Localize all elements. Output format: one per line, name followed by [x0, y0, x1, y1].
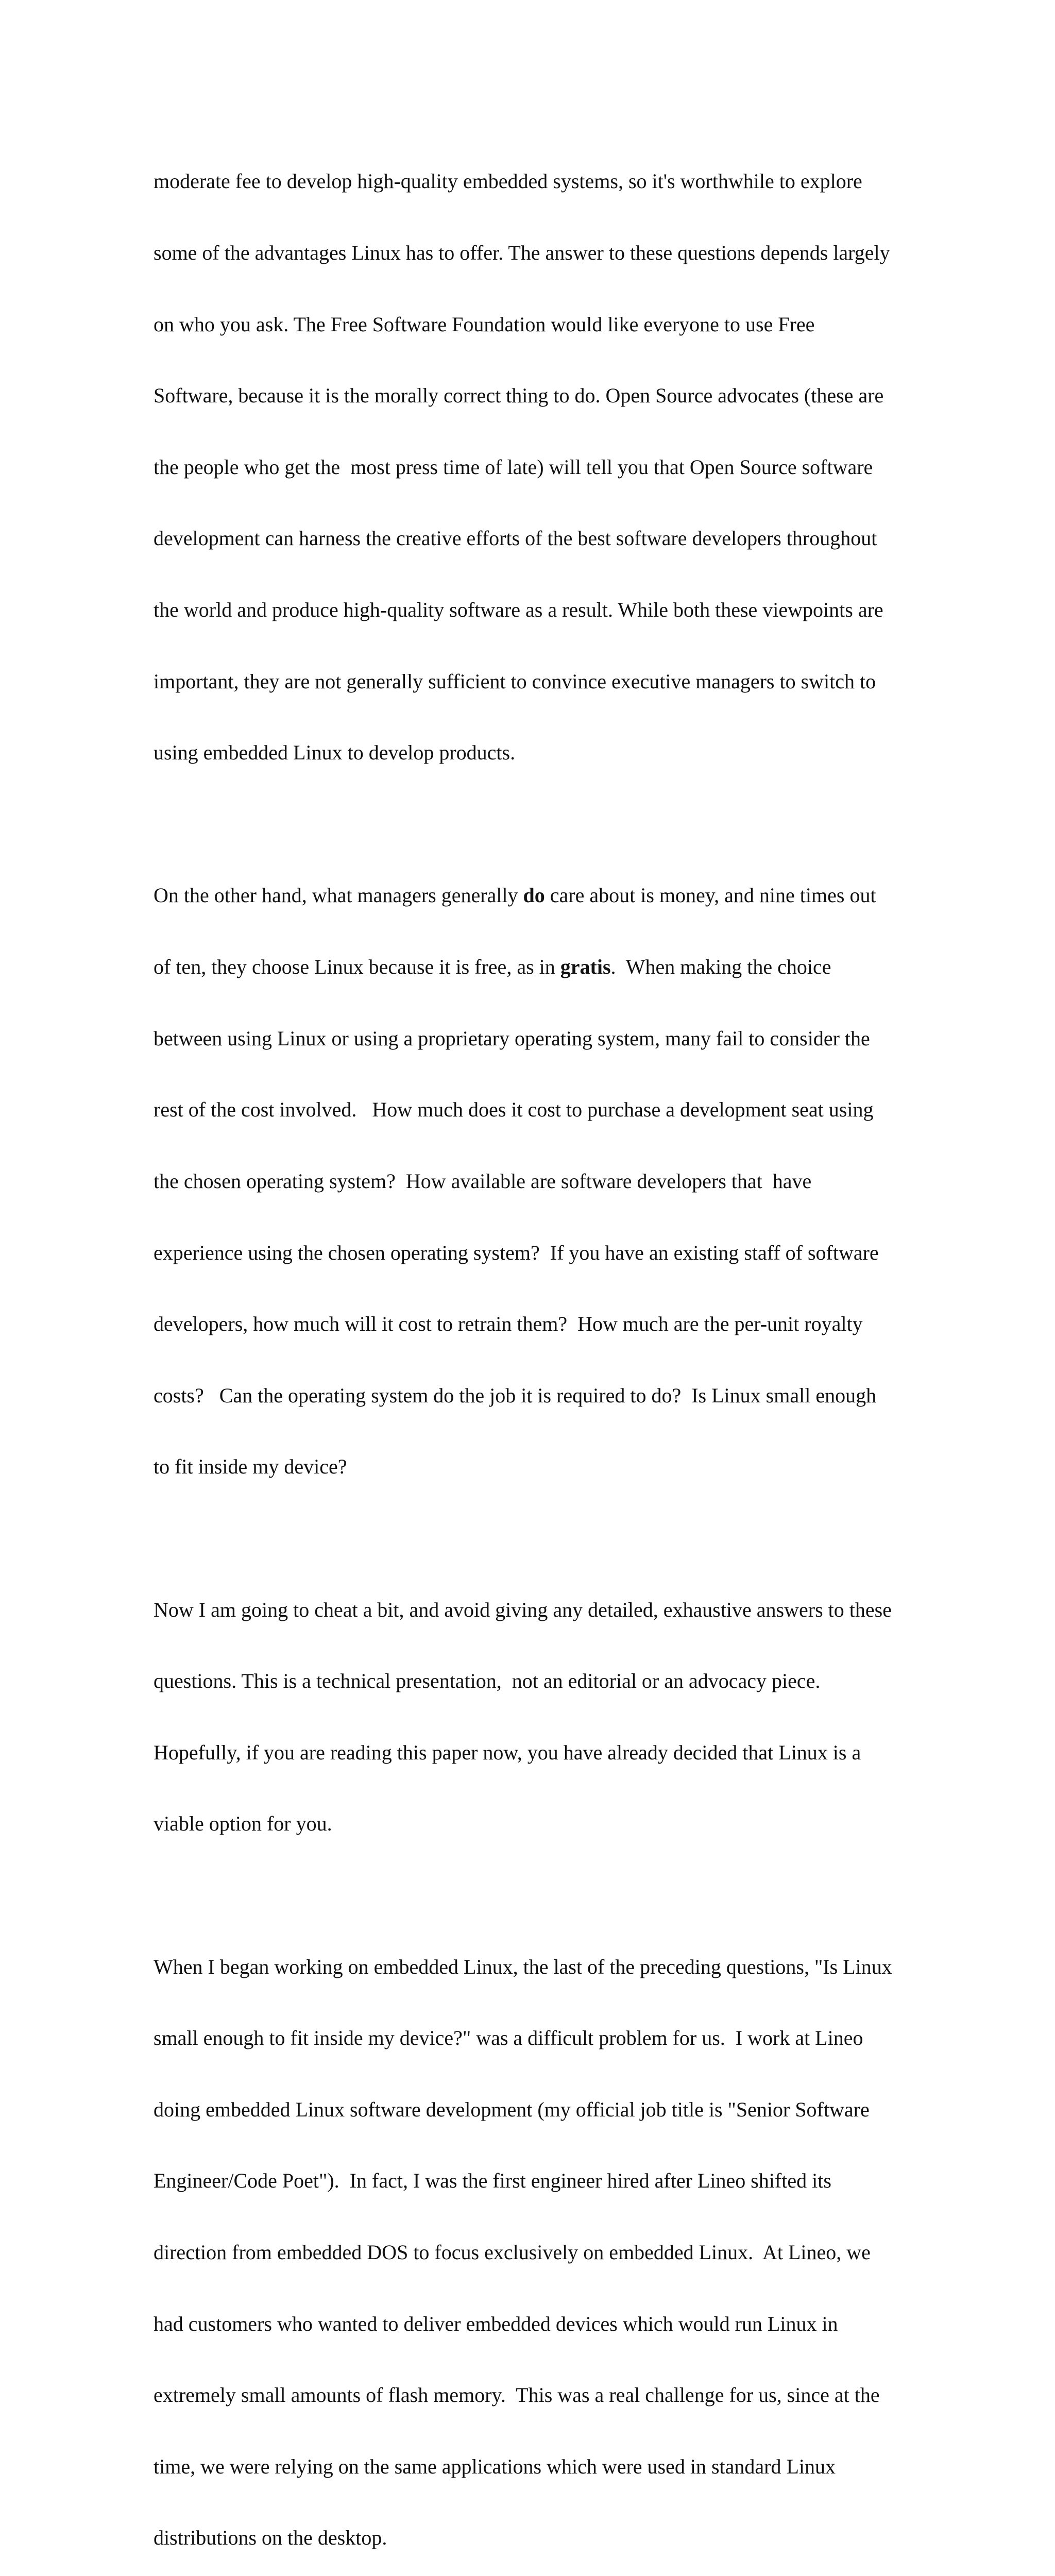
- text-line: [154, 955, 906, 979]
- paragraph-lineo: [154, 1907, 906, 2576]
- body-text: [154, 122, 906, 2576]
- bold-word-do: do: [523, 884, 545, 907]
- text-run: . When making the choice: [610, 955, 831, 979]
- text-line: Now I am going to cheat a bit, and avoid giving any detailed, exhaustive answers to these: [154, 1598, 892, 1621]
- text-line: direction from embedded DOS to focus exclusively on embedded Linux. At Lineo, we: [154, 2241, 871, 2264]
- text-line: important, they are not generally sufficient to convince executive managers to switch to: [154, 669, 876, 693]
- text-line: moderate fee to develop high-quality embedded systems, so it's worthwhile to explore: [154, 170, 862, 193]
- text-line: distributions on the desktop.: [154, 2526, 387, 2550]
- text-line: to fit inside my device?: [154, 1455, 347, 1479]
- text-run: On the other hand, what managers generally: [154, 884, 523, 907]
- text-line: developers, how much will it cost to retrain them? How much are the per-unit royalty: [154, 1312, 863, 1336]
- paragraph-cheat: [154, 1550, 906, 1884]
- text-line: costs? Can the operating system do the job it is required to do? Is Linux small enough: [154, 1383, 877, 1407]
- text-line: the chosen operating system? How available are software developers that have: [154, 1169, 812, 1193]
- bold-word-gratis: gratis: [560, 955, 611, 979]
- text-line: [154, 884, 906, 907]
- text-line: extremely small amounts of flash memory. This was a real challenge for us, since at the: [154, 2383, 880, 2407]
- text-line: doing embedded Linux software development (my official job title is "Senior Software: [154, 2097, 870, 2121]
- text-line: between using Linux or using a proprietary operating system, many fail to consider the: [154, 1026, 870, 1050]
- text-line: using embedded Linux to develop products.: [154, 741, 516, 765]
- text-line: small enough to fit inside my device?" was a difficult problem for us. I work at Lineo: [154, 2026, 863, 2050]
- text-line: experience using the chosen operating system? If you have an existing staff of software: [154, 1241, 879, 1264]
- text-line: Engineer/Code Poet"). In fact, I was the first engineer hired after Lineo shifted its: [154, 2169, 831, 2193]
- text-line: on who you ask. The Free Software Foundation would like everyone to use Free: [154, 312, 815, 336]
- text-line: time, we were relying on the same applications which were used in standard Linux: [154, 2454, 836, 2478]
- text-line: development can harness the creative efforts of the best software developers throughout: [154, 527, 877, 550]
- text-line: Software, because it is the morally correct thing to do. Open Source advocates (these are: [154, 384, 884, 408]
- text-line: questions. This is a technical presentation, not an editorial or an advocacy piece.: [154, 1669, 821, 1693]
- text-line: When I began working on embedded Linux, the last of the preceding questions, "Is Linux: [154, 1955, 892, 1978]
- text-line: viable option for you.: [154, 1812, 332, 1836]
- text-line: had customers who wanted to deliver embedded devices which would run Linux in: [154, 2312, 838, 2335]
- paragraph-advantages: [154, 122, 906, 812]
- text-line: some of the advantages Linux has to offer. The answer to these questions depends largely: [154, 241, 890, 265]
- text-line: the world and produce high-quality software as a result. While both these viewpoints are: [154, 598, 883, 622]
- text-line: the people who get the most press time of late) will tell you that Open Source software: [154, 455, 873, 479]
- text-run: of ten, they choose Linux because it is free, as in: [154, 955, 560, 979]
- paragraph-managers-cost: [154, 836, 906, 1527]
- text-line: Hopefully, if you are reading this paper now, you have already decided that Linux is a: [154, 1740, 861, 1764]
- text-line: rest of the cost involved. How much does it cost to purchase a development seat using: [154, 1098, 874, 1122]
- text-run: care about is money, and nine times out: [544, 884, 876, 907]
